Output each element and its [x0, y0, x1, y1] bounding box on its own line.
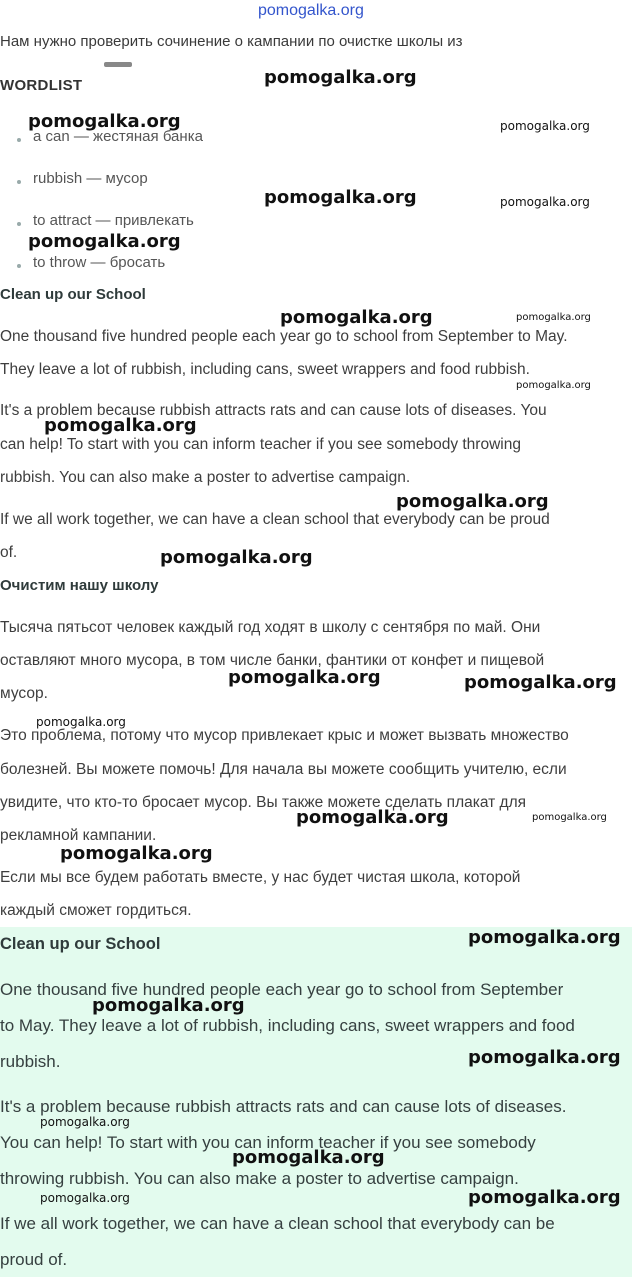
english-line: They leave a lot of rubbish, including cans, sweet wrappers and food rubbish. [0, 361, 530, 378]
answer-line: One thousand five hundred people each year go to school from September [0, 980, 564, 999]
wordlist-heading: WORDLIST [0, 77, 83, 94]
answer-line: rubbish. [0, 1052, 61, 1071]
english-line: can help! To start with you can inform teacher if you see somebody throwing [0, 436, 521, 453]
answer-line: throwing rubbish. You can also make a poster to advertise campaign. [0, 1169, 519, 1188]
watermark: pomogalka.org [232, 1147, 385, 1168]
site-link-top[interactable]: pomogalka.org [258, 2, 364, 19]
english-line: rubbish. You can also make a poster to advertise campaign. [0, 469, 411, 486]
english-line: If we all work together, we can have a clean school that everybody can be proud [0, 511, 550, 528]
intro-cut-fragment [104, 62, 132, 67]
watermark: pomogalka.org [28, 231, 181, 252]
watermark: pomogalka.org [396, 491, 549, 512]
russian-heading: Очистим нашу школу [0, 577, 159, 594]
russian-line: Если мы все будем работать вместе, у нас будет чистая школа, которой [0, 869, 521, 886]
watermark: pomogalka.org [28, 111, 181, 132]
answer-line: You can help! To start with you can inform teacher if you see somebody [0, 1133, 536, 1152]
russian-line: мусор. [0, 685, 48, 702]
wordlist-item: rubbish — мусор [33, 170, 148, 187]
russian-line: Тысяча пятьсот человек каждый год ходят в школу с сентября по май. Они [0, 619, 541, 636]
english-line: One thousand five hundred people each year go to school from September to May. [0, 328, 568, 345]
watermark: pomogalka.org [500, 119, 590, 133]
intro-text: Нам нужно проверить сочинение о кампании по очистке школы из [0, 33, 463, 50]
watermark: pomogalka.org [44, 415, 197, 436]
watermark: pomogalka.org [280, 307, 433, 328]
english-heading: Clean up our School [0, 286, 146, 303]
wordlist-item: a can — жестяная банка [33, 128, 203, 145]
watermark: pomogalka.org [464, 672, 617, 693]
wordlist-item: to attract — привлекать [33, 212, 194, 229]
russian-line: оставляют много мусора, в том числе банки, фантики от конфет и пищевой [0, 652, 545, 669]
bullet-icon [17, 138, 21, 142]
watermark: pomogalka.org [500, 195, 590, 209]
answer-line: to May. They leave a lot of rubbish, including cans, sweet wrappers and food [0, 1016, 575, 1035]
watermark: pomogalka.org [516, 380, 591, 391]
watermark: pomogalka.org [92, 995, 245, 1016]
answer-heading: Clean up our School [0, 935, 161, 953]
watermark: pomogalka.org [264, 67, 417, 88]
bullet-icon [17, 180, 21, 184]
bullet-icon [17, 222, 21, 226]
answer-line: If we all work together, we can have a clean school that everybody can be [0, 1214, 555, 1233]
watermark: pomogalka.org [160, 547, 313, 568]
russian-line: увидите, что кто-то бросает мусор. Вы также можете сделать плакат для [0, 794, 527, 811]
watermark: pomogalka.org [36, 715, 126, 729]
watermark: pomogalka.org [40, 1191, 130, 1205]
wordlist-item: to throw — бросать [33, 254, 166, 271]
watermark: pomogalka.org [468, 1187, 621, 1208]
watermark: pomogalka.org [228, 667, 381, 688]
watermark: pomogalka.org [468, 927, 621, 948]
russian-line: Это проблема, потому что мусор привлекает крыс и может вызвать множество [0, 727, 569, 744]
answer-line: It's a problem because rubbish attracts rats and can cause lots of diseases. [0, 1097, 567, 1116]
watermark: pomogalka.org [296, 807, 449, 828]
english-line: of. [0, 544, 18, 561]
answer-line: proud of. [0, 1250, 68, 1269]
russian-line: рекламной кампании. [0, 827, 157, 844]
watermark: pomogalka.org [40, 1115, 130, 1129]
watermark: pomogalka.org [264, 187, 417, 208]
watermark: pomogalka.org [60, 843, 213, 864]
watermark: pomogalka.org [532, 812, 607, 823]
russian-line: болезней. Вы можете помочь! Для начала вы можете сообщить учителю, если [0, 761, 567, 778]
watermark: pomogalka.org [516, 312, 591, 323]
bullet-icon [17, 264, 21, 268]
watermark: pomogalka.org [468, 1047, 621, 1068]
english-line: It's a problem because rubbish attracts rats and can cause lots of diseases. You [0, 402, 547, 419]
russian-line: каждый сможет гордиться. [0, 902, 192, 919]
